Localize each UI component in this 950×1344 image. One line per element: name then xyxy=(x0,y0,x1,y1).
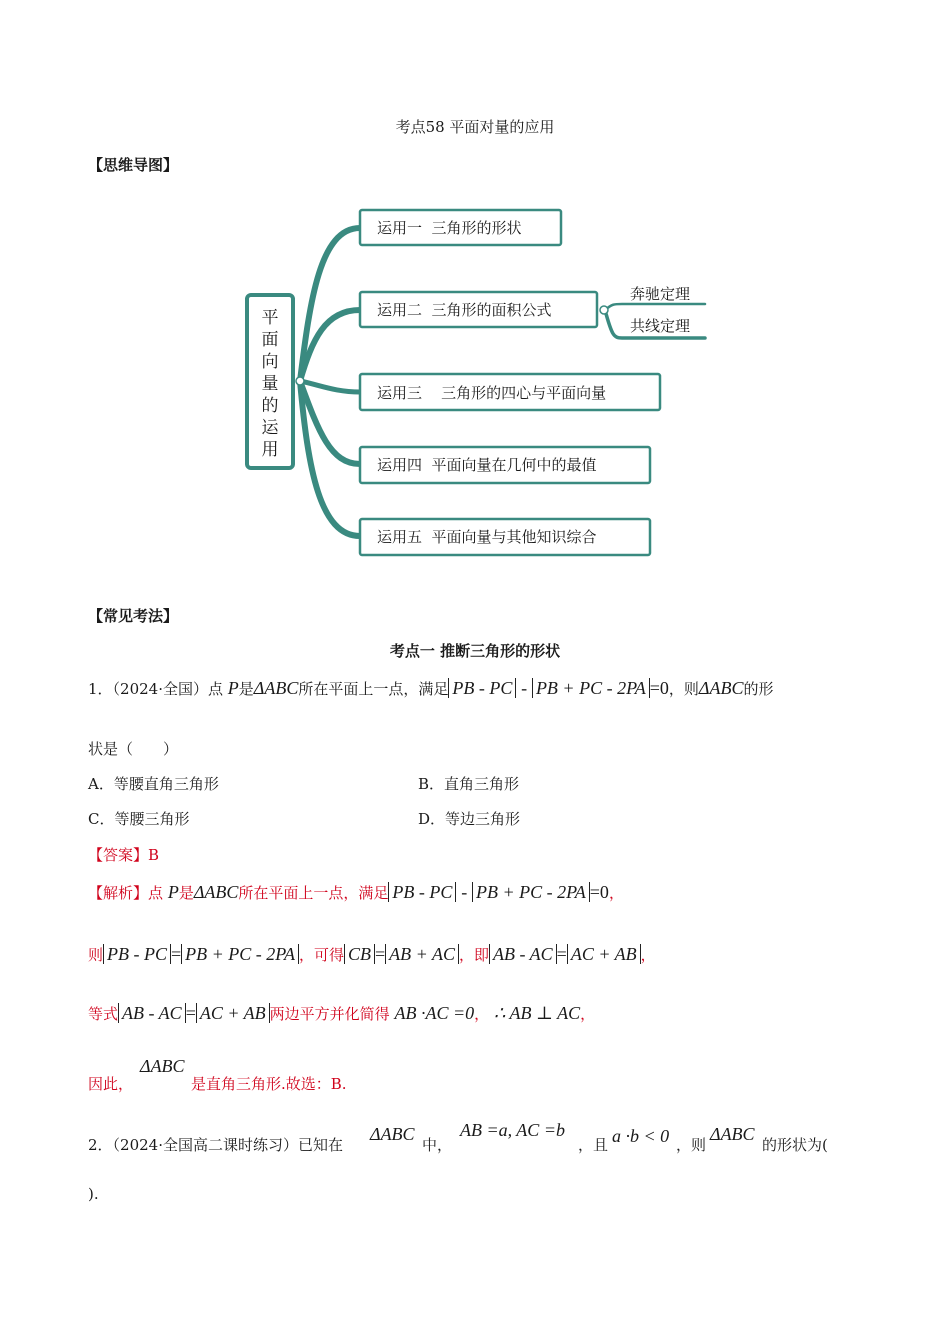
branch-connector-3 xyxy=(300,381,360,392)
question-number: 1． xyxy=(88,680,113,698)
text: ，即 xyxy=(458,946,489,964)
kaodian-heading: 考点一 推断三角形的形状 xyxy=(389,642,561,660)
math-p: P xyxy=(167,882,179,902)
analysis-label: 【解析】 xyxy=(88,884,149,902)
math-abs-expr: PB - PC xyxy=(103,944,171,964)
math-condition: AB =a, AC =b xyxy=(460,1120,565,1140)
question-number: 2． xyxy=(88,1136,113,1154)
text: 的形状为( xyxy=(762,1136,828,1154)
sub-branch-label-1: 奔驰定理 xyxy=(630,285,691,303)
answer-value: B xyxy=(148,846,160,864)
text: 是 xyxy=(238,680,254,698)
math-triangle: ΔABC xyxy=(698,678,744,698)
math-abs-expr: PB + PC - 2PA xyxy=(181,944,299,964)
text: ， xyxy=(580,1005,596,1023)
math-abs-expr: PB + PC - 2PA xyxy=(532,678,650,698)
root-char-2: 面 xyxy=(261,330,279,350)
option-d: D．等边三角形 xyxy=(418,810,521,828)
root-node-dot xyxy=(296,377,304,385)
analysis-line-4 xyxy=(88,1073,347,1094)
root-char-3: 向 xyxy=(261,352,279,372)
math-inequality: a ·b < 0 xyxy=(612,1126,670,1146)
analysis-line-2 xyxy=(88,944,656,965)
option-a: A．等腰直角三角形 xyxy=(88,775,219,793)
math-eq: = xyxy=(556,944,567,964)
text: 点 xyxy=(148,884,164,902)
math-abs-vector: AB + AC xyxy=(385,944,459,964)
math-eq: = xyxy=(171,944,182,964)
text: ，且 xyxy=(578,1136,609,1154)
math-abs-expr: AC + AB xyxy=(196,1003,270,1023)
math-dot-product: AB ·AC =0 xyxy=(394,1003,475,1023)
text: 两边平方并化简得 xyxy=(269,1005,390,1023)
math-eq: =0 xyxy=(589,882,609,902)
question-2-line-2: ). xyxy=(88,1185,99,1203)
math-eq: =0 xyxy=(649,678,669,698)
answer-line xyxy=(88,844,159,865)
math-p: P xyxy=(227,678,239,698)
text: ， xyxy=(608,884,624,902)
math-triangle: ΔABC xyxy=(140,1056,185,1076)
text: 所在平面上一点，满足 xyxy=(238,884,389,902)
root-char-1: 平 xyxy=(261,308,279,328)
text: 的形 xyxy=(743,680,774,698)
question-1-line-1 xyxy=(88,678,774,699)
math-abs-expr: PB - PC xyxy=(388,882,456,902)
question-1-line-2: 状是（ ） xyxy=(88,740,179,758)
math-perpendicular: ∴ AB ⊥ AC xyxy=(493,1003,581,1023)
branch-label-4: 运用四 平面向量在几何中的最值 xyxy=(377,456,597,474)
answer-label: 【答案】 xyxy=(88,846,149,864)
math-eq: = xyxy=(185,1003,196,1023)
option-b: B．直角三角形 xyxy=(418,775,520,793)
text: 等式 xyxy=(88,1005,119,1023)
question-source: （2024·全国）点 xyxy=(112,680,223,698)
text: 所在平面上一点，满足 xyxy=(298,680,449,698)
math-abs-vector: CB xyxy=(344,944,375,964)
math-abs-expr: AB - AC xyxy=(118,1003,186,1023)
analysis-line-3 xyxy=(88,1003,595,1024)
text: 是 xyxy=(178,884,194,902)
question-source: （2024·全国高二课时练习）已知在 xyxy=(112,1136,343,1154)
root-char-7: 用 xyxy=(261,440,279,460)
option-c: C．等腰三角形 xyxy=(88,810,190,828)
math-eq: = xyxy=(375,944,386,964)
common-heading: 【常见考法】 xyxy=(88,607,179,625)
math-triangle: ΔABC xyxy=(710,1124,755,1144)
branch-label-2: 运用二 三角形的面积公式 xyxy=(377,301,552,319)
text: 则 xyxy=(88,946,104,964)
root-char-6: 运 xyxy=(261,418,279,438)
mindmap-heading: 【思维导图】 xyxy=(88,156,179,174)
math-abs-expr: PB + PC - 2PA xyxy=(472,882,590,902)
text: 是直角三角形.故选：B. xyxy=(191,1075,347,1093)
analysis-line-1 xyxy=(88,882,624,903)
math-minus: - xyxy=(521,678,528,698)
branch-label-1: 运用一 三角形的形状 xyxy=(377,219,522,237)
math-minus: - xyxy=(461,882,468,902)
math-triangle: ΔABC xyxy=(253,678,299,698)
branch-label-5: 运用五 平面向量与其他知识综合 xyxy=(377,528,597,546)
root-char-5: 的 xyxy=(261,396,279,416)
math-abs-expr: AB - AC xyxy=(489,944,557,964)
text: ，则 xyxy=(676,1136,707,1154)
mind-map xyxy=(0,0,950,600)
text: ，可得 xyxy=(298,946,344,964)
text: 中， xyxy=(422,1136,453,1154)
root-char-4: 量 xyxy=(261,374,279,394)
branch-label-3: 运用三 三角形的四心与平面向量 xyxy=(377,384,607,402)
page-title: 考点58 平面对量的应用 xyxy=(395,118,555,136)
text: ，则 xyxy=(668,680,699,698)
branch2-node-dot xyxy=(600,306,608,314)
sub-branch-label-2: 共线定理 xyxy=(630,317,691,335)
math-triangle: ΔABC xyxy=(193,882,239,902)
text: ， xyxy=(474,1005,490,1023)
math-triangle: ΔABC xyxy=(370,1124,415,1144)
math-abs-expr: PB - PC xyxy=(448,678,516,698)
text: ， xyxy=(640,946,656,964)
text: 因此， xyxy=(88,1075,134,1093)
math-abs-expr: AC + AB xyxy=(567,944,641,964)
sub-connector-1 xyxy=(605,304,705,310)
question-2-line-1 xyxy=(88,1134,343,1155)
